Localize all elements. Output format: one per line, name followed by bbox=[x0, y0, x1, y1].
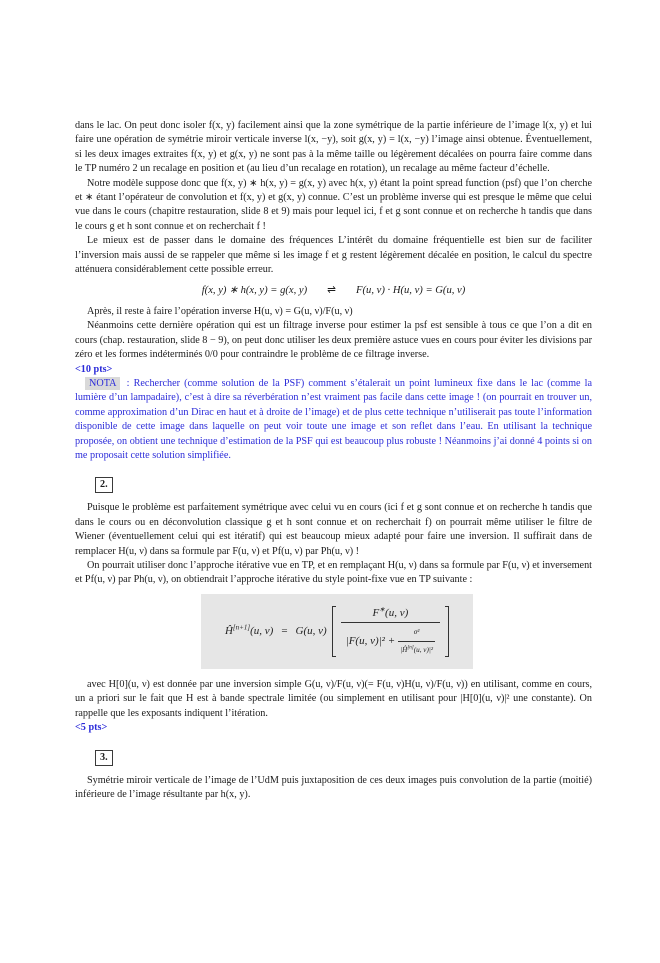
sigma-squared: σ² bbox=[413, 628, 420, 637]
paragraph-inverse-operation: Après, il reste à faire l’opération inverse H(u, ν) = G(u, ν)/F(u, ν) bbox=[87, 305, 353, 317]
paragraph-nota bbox=[75, 377, 592, 463]
left-bracket bbox=[332, 606, 336, 657]
item-number-3: 3. bbox=[95, 750, 113, 766]
item-3-row bbox=[75, 736, 592, 774]
paragraph-inverse-filtering: Néanmoins cette dernière opération qui est un filtrage inverse pour estimer la psf est sensible à tous ce que l’on a dit en cours (chap. restauration, slide 8 − 9), on peut donc utiliser les deux première astuce vues en cours pour éviter les divisions par zéro et les formes indéterminés 0/0 pour contraindre le problème de ce filtrage inverse. bbox=[75, 320, 592, 361]
formula-lhs-args: (u, ν) bbox=[250, 625, 274, 638]
paragraph-frequency-domain: Le mieux est de passer dans le domaine des fréquences L’intérêt du domaine fréquentielle est bien sur de faciliter l’inversion mais aussi de se rappeler que même si les image f et g restent légèrement décalée en position, le calcul du spectre atténuera considérablement cette possible erreur. bbox=[75, 235, 592, 276]
nota-text: : Rechercher (comme solution de la PSF) comment s’étalerait un point lumineux fixe dans le lac (comme la lumière d’un lampadaire), c’est à dire sa réverbération n’est vraiment pas facile dans cette image ! (on pourrait en trouver un, comme approximation d’un Dirac en haut et à droite de l’image) et de plus cette technique n’utiliserait pas toute l’information disponible de cette image dans laquelle on peut voir toute une image et son reflet dans l’eau. En utilisant la technique proposée, on obtient une technique d’estimation de la PSF qui est beaucoup plus robuste ! Néanmoins j’ai donné 4 points si on me proposait cette solution simplifiée. bbox=[75, 377, 593, 461]
equation-convolution-fourier bbox=[75, 284, 592, 298]
nota-label: NOTA bbox=[85, 377, 120, 390]
item-number-2: 2. bbox=[95, 477, 113, 493]
rightleftharpoons-symbol: ⇌ bbox=[327, 285, 337, 297]
paragraph-mirror-symmetry: Symétrie miroir verticale de l’image de l’UdM puis juxtaposition de ces deux images puis convolution de la partie (moitié) inférieure de l’image résultante par h(x, y). bbox=[75, 774, 592, 801]
inner-iteration-superscript: [n] bbox=[407, 645, 414, 651]
regularization-fraction bbox=[398, 625, 435, 657]
points-badge-10pts: <10 pts> bbox=[75, 363, 113, 375]
paragraph-wiener-filter: Puisque le problème est parfaitement symétrique avec celui vu en cours (ici f et g sont connue et on recherche h tandis que dans le cours ou en déconvolution classique g et h sont connue et on recherchait f) on pourrait même utiliser le filtre de Wiener (éventuellement celui qui est itératif) qui est beaucoup mieux adapté pour faire une inversion. Il suffirait dans de remplacer H(u, ν) dans sa formule par F(u, ν) et Pf(u, ν) par Ph(u, ν) ! bbox=[75, 502, 592, 557]
fraction-denominator bbox=[341, 622, 440, 657]
equation-fourier-rhs: F(u, ν) · H(u, ν) = G(u, ν) bbox=[356, 285, 466, 297]
numerator-F: F bbox=[372, 606, 380, 619]
points-badge-5pts: <5 pts> bbox=[75, 722, 108, 734]
denominator-power-term: |F(u, ν)|² + bbox=[345, 634, 396, 647]
equation-spatial-lhs: f(x, y) ∗ h(x, y) = g(x, y) bbox=[201, 285, 308, 297]
right-bracket bbox=[445, 606, 449, 657]
paragraph-iterative-approach: On pourrait utiliser donc l’approche itérative vue en TP, et en remplaçant H(u, ν) dans sa formule par F(u, ν) et inversement et Pf(u, ν) par Ph(u, ν), on obtiendrait l’approche itérative du style point-fixe vue en TP suivante : bbox=[75, 559, 592, 586]
inner-den-args: (u, ν)|² bbox=[413, 645, 434, 654]
main-fraction bbox=[341, 606, 440, 657]
item-2-row bbox=[75, 463, 592, 501]
paragraph-convolution-model: Notre modèle suppose donc que f(x, y) ∗ h(x, y) = g(x, y) avec h(x, y) étant la point spread function (psf) que l’on cherche et ∗ étant l’opérateur de convolution et f(x, y) et g(x, y) connue. C’est un problème inverse qui est presque le même que celui vue dans le cours (chapitre restauration, slide 8 et 9) mais pour lequel ici, f et g sont connue et on recherche h tandis que dans le cours g et h sont connue et on recherchait f ! bbox=[75, 177, 592, 232]
text-block bbox=[75, 119, 592, 802]
formula-iteration-superscript: [n+1] bbox=[232, 623, 251, 632]
equals-sign: = bbox=[281, 625, 288, 638]
formula-coefficient-G: G(u, ν) bbox=[295, 625, 327, 638]
inner-H-hat: |Ĥ bbox=[400, 645, 408, 654]
paragraph-lake-isolation: dans le lac. On peut donc isoler f(x, y) facilement ainsi que la zone symétrique de la partie inférieure de l’image l(x, y) et lui faire une opération de symétrie miroir verticale inverse l(x, −y), soit g(x, y) = l(x, −y) l’image ainsi obtenue. Éventuellement, si les deux images extraites f(x, y) et g(x, y) ne sont pas à la même taille ou légèrement décalées on pourra faire comme dans le TP numéro 2 un recalage en position et (au lieu d’un recalage en rotation), un recalage au même facteur d’échelle. bbox=[75, 120, 592, 175]
fraction-numerator bbox=[367, 606, 413, 622]
iterative-formula bbox=[201, 594, 473, 669]
conjugate-star-superscript: ∗ bbox=[379, 605, 386, 614]
numerator-args: (u, ν) bbox=[385, 606, 409, 619]
inner-denominator bbox=[398, 641, 435, 657]
formula-H-hat: Ĥ bbox=[224, 625, 233, 638]
formula-lhs bbox=[225, 624, 273, 638]
paragraph-initialization: avec H[0](u, ν) est donnée par une inversion simple G(u, ν)/F(u, ν)(= F(u, ν)H(u, ν)/F(u, ν)) en utilisant, comme en cours, un a priori sur le fait que H est à bande spectrale limitée (ou simplement en utilisant pour |H[0](u, ν)|² une constante). On rappelle que les exposants indiquent l’itération. bbox=[75, 679, 592, 719]
